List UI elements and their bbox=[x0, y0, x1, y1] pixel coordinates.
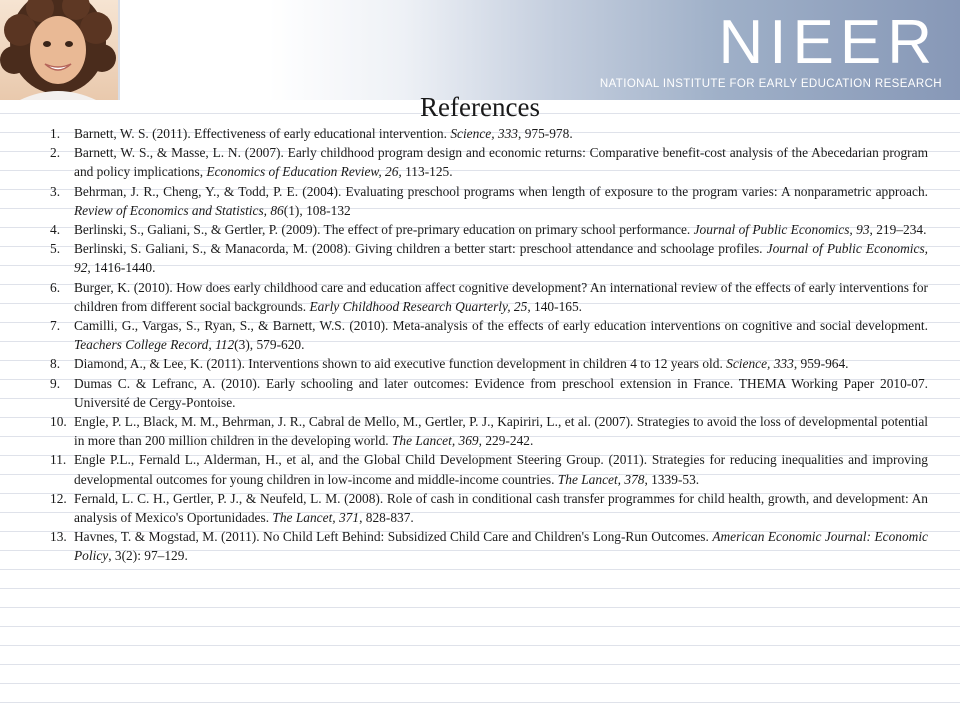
page-title: References bbox=[420, 92, 540, 122]
reference-item bbox=[50, 143, 928, 181]
reference-number: 6. bbox=[50, 279, 61, 295]
reference-source: Early Childhood Research Quarterly, 25 bbox=[309, 298, 528, 314]
reference-text: Engle P.L., Fernald L., Alderman, H., et al, and the Global Child Development Steering Group. (2011). Strategies for reducing inequalities and improving developmental outcomes for young children in low-income and middle-income countries. bbox=[74, 452, 928, 487]
reference-source: Journal of Public Economics, 92 bbox=[74, 241, 928, 276]
reference-number: 4. bbox=[50, 222, 61, 238]
reference-source: Science, 333 bbox=[450, 126, 518, 141]
reference-list bbox=[50, 124, 928, 566]
reference-pages: , 3(2): 97–129. bbox=[108, 548, 188, 564]
reference-text: Havnes, T. & Mogstad, M. (2011). No Child Left Behind: Subsidized Child Care and Children's Long-Run Outcomes. bbox=[74, 529, 713, 545]
reference-pages: , 229-242. bbox=[478, 433, 534, 449]
reference-text: Fernald, L. C. H., Gertler, P. J., & Neufeld, L. M. (2008). Role of cash in conditional cash transfer programmes for child health, growth, and development: An analysis of Mexico's Oportunidades. bbox=[74, 490, 928, 526]
reference-source: Economics of Education Review, 26, bbox=[206, 164, 402, 180]
reference-number: 2. bbox=[50, 145, 61, 161]
reference-text: Barnett, W. S., & Masse, L. N. (2007). Early childhood program design and economic returns: Comparative benefit-cost analysis of the Abecedarian program and policy implications, bbox=[74, 145, 928, 180]
reference-item bbox=[50, 239, 928, 277]
reference-text: Diamond, A., & Lee, K. (2011). Interventions shown to aid executive function development in children 4 to 12 years old. bbox=[74, 356, 727, 372]
reference-pages: , 140-165. bbox=[527, 298, 583, 314]
reference-pages: , 828-837. bbox=[359, 510, 414, 526]
reference-item bbox=[50, 182, 928, 220]
child-photo bbox=[0, 0, 120, 100]
reference-pages: , 219–234. bbox=[869, 222, 927, 238]
reference-item bbox=[50, 412, 928, 450]
reference-text: Barnett, W. S. (2011). Effectiveness of early educational intervention. bbox=[74, 126, 451, 141]
reference-text: Berlinski, S. Galiani, S., & Manacorda, M. (2008). Giving children a better start: preschool attendance and schoolage profiles. bbox=[74, 241, 767, 257]
reference-source: American Economic Journal: Economic Policy bbox=[74, 529, 928, 564]
reference-item bbox=[50, 278, 928, 316]
reference-item bbox=[50, 527, 928, 565]
reference-text: Dumas C. & Lefranc, A. (2010). Early schooling and later outcomes: Evidence from preschool extension in France. THEMA Working Paper 2010-07. Université de Cergy-Pontoise. bbox=[74, 375, 928, 410]
reference-number: 5. bbox=[50, 241, 61, 257]
reference-pages: , 1339-53. bbox=[644, 471, 700, 487]
reference-item bbox=[50, 316, 928, 354]
reference-text: Engle, P. L., Black, M. M., Behrman, J. R., Cabral de Mello, M., Gertler, P. J., Kapiriri, L., et al. (2007). Strategies to avoid the loss of developmental potential in more than 200 million children in the developing world. bbox=[74, 414, 928, 449]
reference-source: The Lancet, 378 bbox=[557, 471, 645, 487]
reference-number: 11. bbox=[50, 452, 67, 468]
reference-pages: (3), 579-620. bbox=[234, 337, 305, 353]
reference-source: The Lancet, 369 bbox=[391, 433, 479, 449]
reference-pages: , 1416-1440. bbox=[87, 260, 156, 276]
reference-number: 1. bbox=[50, 126, 61, 141]
reference-item bbox=[50, 220, 928, 239]
reference-number: 8. bbox=[50, 356, 61, 372]
header-banner bbox=[0, 0, 960, 100]
reference-source: Teachers College Record, 112 bbox=[74, 337, 235, 353]
reference-source: Review of Economics and Statistics, 86 bbox=[74, 202, 284, 218]
reference-item bbox=[50, 354, 928, 373]
reference-text: Behrman, J. R., Cheng, Y., & Todd, P. E. (2004). Evaluating preschool programs when length of exposure to the program varies: A nonparametric approach. bbox=[74, 183, 928, 199]
reference-source: Science, 333 bbox=[726, 356, 794, 372]
reference-number: 13. bbox=[50, 529, 67, 545]
reference-pages: , 975-978. bbox=[518, 126, 573, 141]
reference-text: Berlinski, S., Galiani, S., & Gertler, P. (2009). The effect of pre-primary education on primary school performance. bbox=[74, 222, 694, 238]
reference-item bbox=[50, 450, 928, 488]
reference-item bbox=[50, 489, 928, 527]
nieer-logo bbox=[582, 10, 942, 90]
logo-tagline: NATIONAL INSTITUTE FOR EARLY EDUCATION RESEARCH bbox=[599, 78, 942, 90]
reference-pages: (1), 108-132 bbox=[283, 202, 351, 218]
reference-number: 10. bbox=[50, 414, 67, 430]
reference-text: Burger, K. (2010). How does early childhood care and education affect cognitive development? An international review of the effects of early interventions for children from different social backgrounds. bbox=[74, 279, 928, 314]
reference-pages: 113-125. bbox=[401, 164, 453, 180]
reference-number: 9. bbox=[50, 375, 61, 391]
reference-number: 12. bbox=[50, 490, 67, 506]
reference-item bbox=[50, 374, 928, 412]
reference-text: Camilli, G., Vargas, S., Ryan, S., & Barnett, W.S. (2010). Meta-analysis of the effects of early education interventions on cognitive and social development. bbox=[74, 318, 928, 334]
reference-number: 3. bbox=[50, 183, 61, 199]
reference-item bbox=[50, 124, 928, 143]
reference-source: Journal of Public Economics, 93 bbox=[693, 222, 870, 238]
reference-pages: , 959-964. bbox=[793, 356, 849, 372]
reference-number: 7. bbox=[50, 318, 61, 334]
reference-source: The Lancet, 371 bbox=[272, 510, 360, 526]
logo-text: NIEER bbox=[718, 8, 938, 77]
